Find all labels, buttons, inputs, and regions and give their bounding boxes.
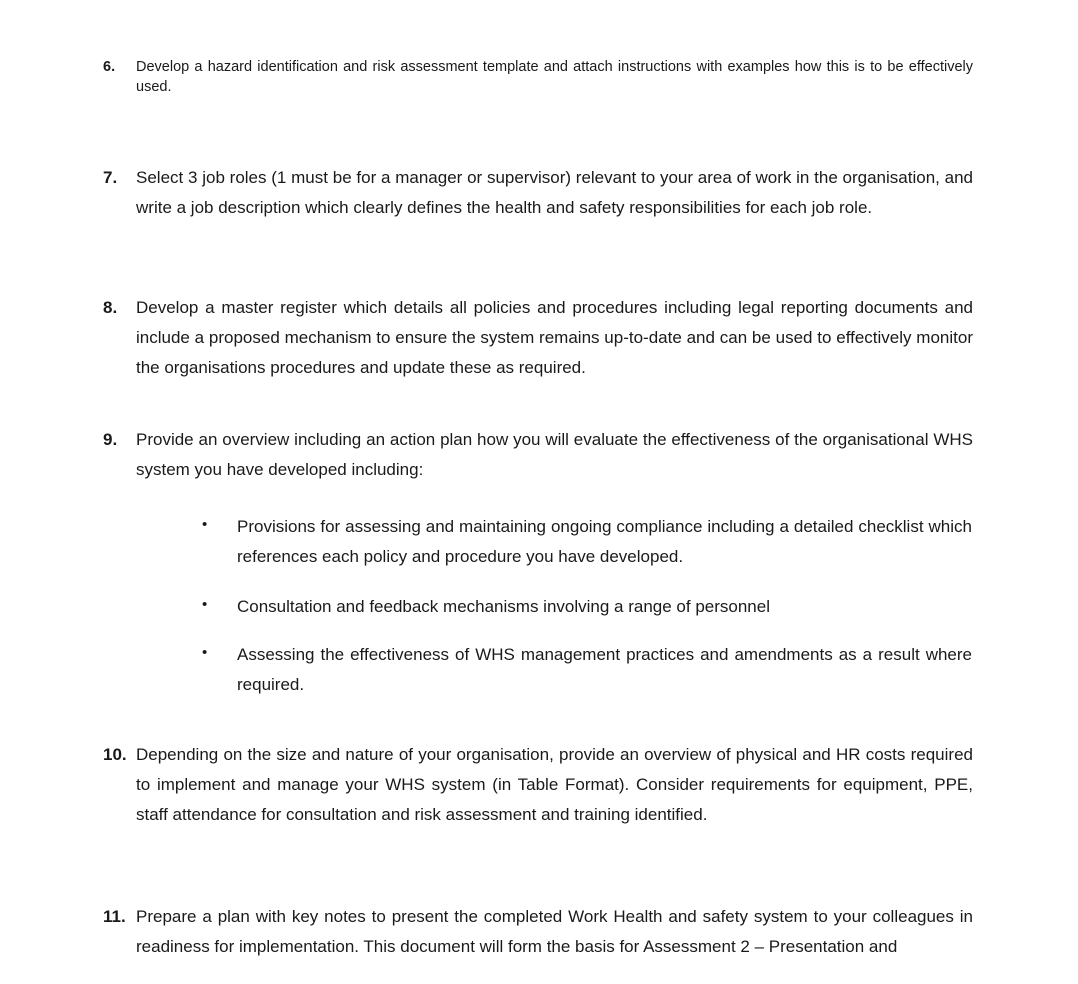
bullet-list	[202, 640, 972, 700]
bullet-item	[202, 592, 972, 622]
bullet-text: Provisions for assessing and maintaining ongoing compliance including a detailed checklist which references each policy and procedure you have developed.	[237, 517, 972, 566]
bullet-icon: •	[202, 516, 208, 533]
item-text: Provide an overview including an action plan how you will evaluate the effectiveness of the organisational WHS system you have developed including:	[136, 430, 973, 479]
list-item-11	[103, 902, 973, 962]
item-number: 8.	[103, 298, 118, 317]
item-number: 9.	[103, 430, 118, 449]
item-number: 11.	[103, 907, 126, 926]
item-text: Develop a hazard identification and risk assessment template and attach instructions with examples how this is to be effectively used.	[136, 59, 973, 95]
list-item-6	[103, 57, 973, 97]
item-number: 6.	[103, 59, 116, 75]
item-text: Select 3 job roles (1 must be for a manager or supervisor) relevant to your area of work in the organisation, and write a job description which clearly defines the health and safety responsibilities for each job role.	[136, 168, 973, 217]
list-item-10	[103, 740, 973, 829]
item-text: Prepare a plan with key notes to present the completed Work Health and safety system to your colleagues in readiness for implementation. This document will form the basis for Assessment 2 – Presentation and	[136, 907, 973, 956]
list-item-9	[103, 425, 973, 485]
item-text: Depending on the size and nature of your organisation, provide an overview of physical and HR costs required to implement and manage your WHS system (in Table Format). Consider requirements for equipment, PPE, staff attendance for consultation and risk assessment and training identified.	[136, 745, 973, 824]
list-item-7	[103, 163, 973, 223]
bullet-icon: •	[202, 596, 208, 613]
bullet-list	[202, 512, 972, 572]
bullet-text: Assessing the effectiveness of WHS management practices and amendments as a result where required.	[237, 645, 972, 694]
bullet-item	[202, 640, 972, 700]
item-number: 10.	[103, 745, 127, 764]
list-item-8	[103, 293, 973, 382]
item-text: Develop a master register which details all policies and procedures including legal reporting documents and include a proposed mechanism to ensure the system remains up-to-date and can be used to effectively monitor the organisations procedures and update these as required.	[136, 298, 973, 377]
item-number: 7.	[103, 168, 118, 187]
bullet-icon: •	[202, 644, 208, 661]
bullet-text: Consultation and feedback mechanisms involving a range of personnel	[237, 597, 770, 616]
bullet-list	[202, 592, 972, 622]
bullet-item	[202, 512, 972, 572]
